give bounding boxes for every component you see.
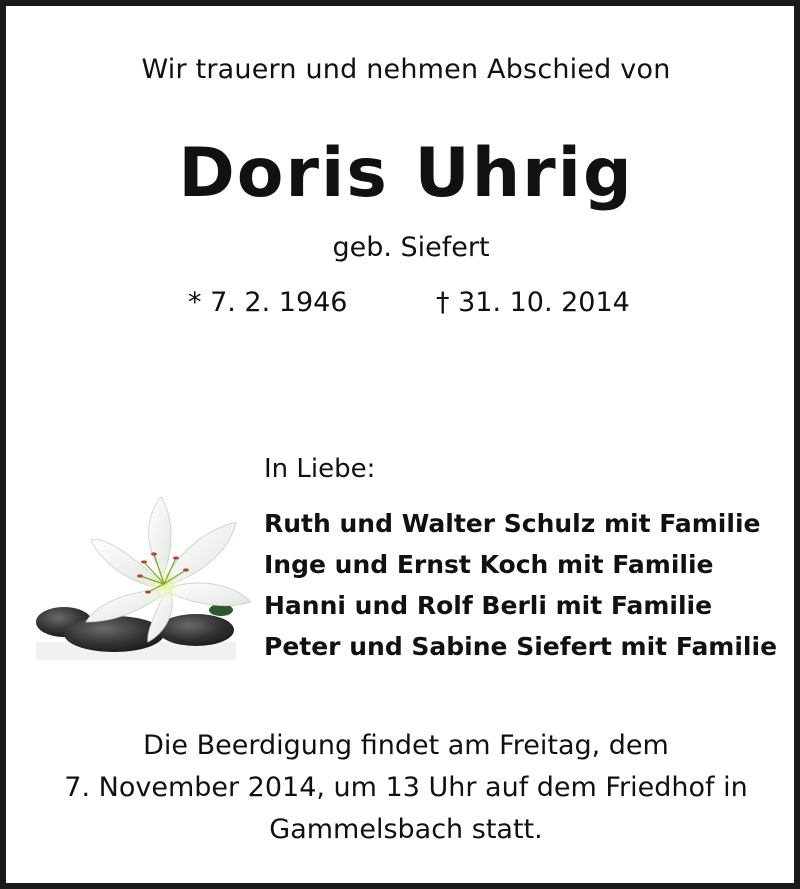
funeral-line: 7. November 2014, um 13 Uhr auf dem Friedhof in (64, 772, 748, 803)
mourner-item: Hanni und Rolf Berli mit Familie (264, 591, 713, 620)
lily-on-stones-icon (36, 492, 256, 660)
funeral-line: Die Beerdigung findet am Freitag, dem (143, 730, 669, 761)
maiden-name: geb. Siefert (332, 232, 490, 263)
deceased-name: Doris Uhrig (178, 134, 634, 213)
mourner-item: Peter und Sabine Siefert mit Familie (264, 632, 778, 661)
birth-date: * 7. 2. 1946 (188, 287, 348, 318)
death-date: † 31. 10. 2014 (436, 287, 630, 318)
mourner-item: Ruth und Walter Schulz mit Familie (264, 509, 761, 538)
funeral-info (6, 725, 800, 851)
intro-text: Wir trauern und nehmen Abschied von (141, 54, 671, 85)
mourner-item: Inge und Ernst Koch mit Familie (264, 550, 714, 579)
in-love-label: In Liebe: (264, 454, 376, 484)
mourners-list (264, 503, 777, 667)
funeral-line: Gammelsbach statt. (269, 814, 543, 845)
